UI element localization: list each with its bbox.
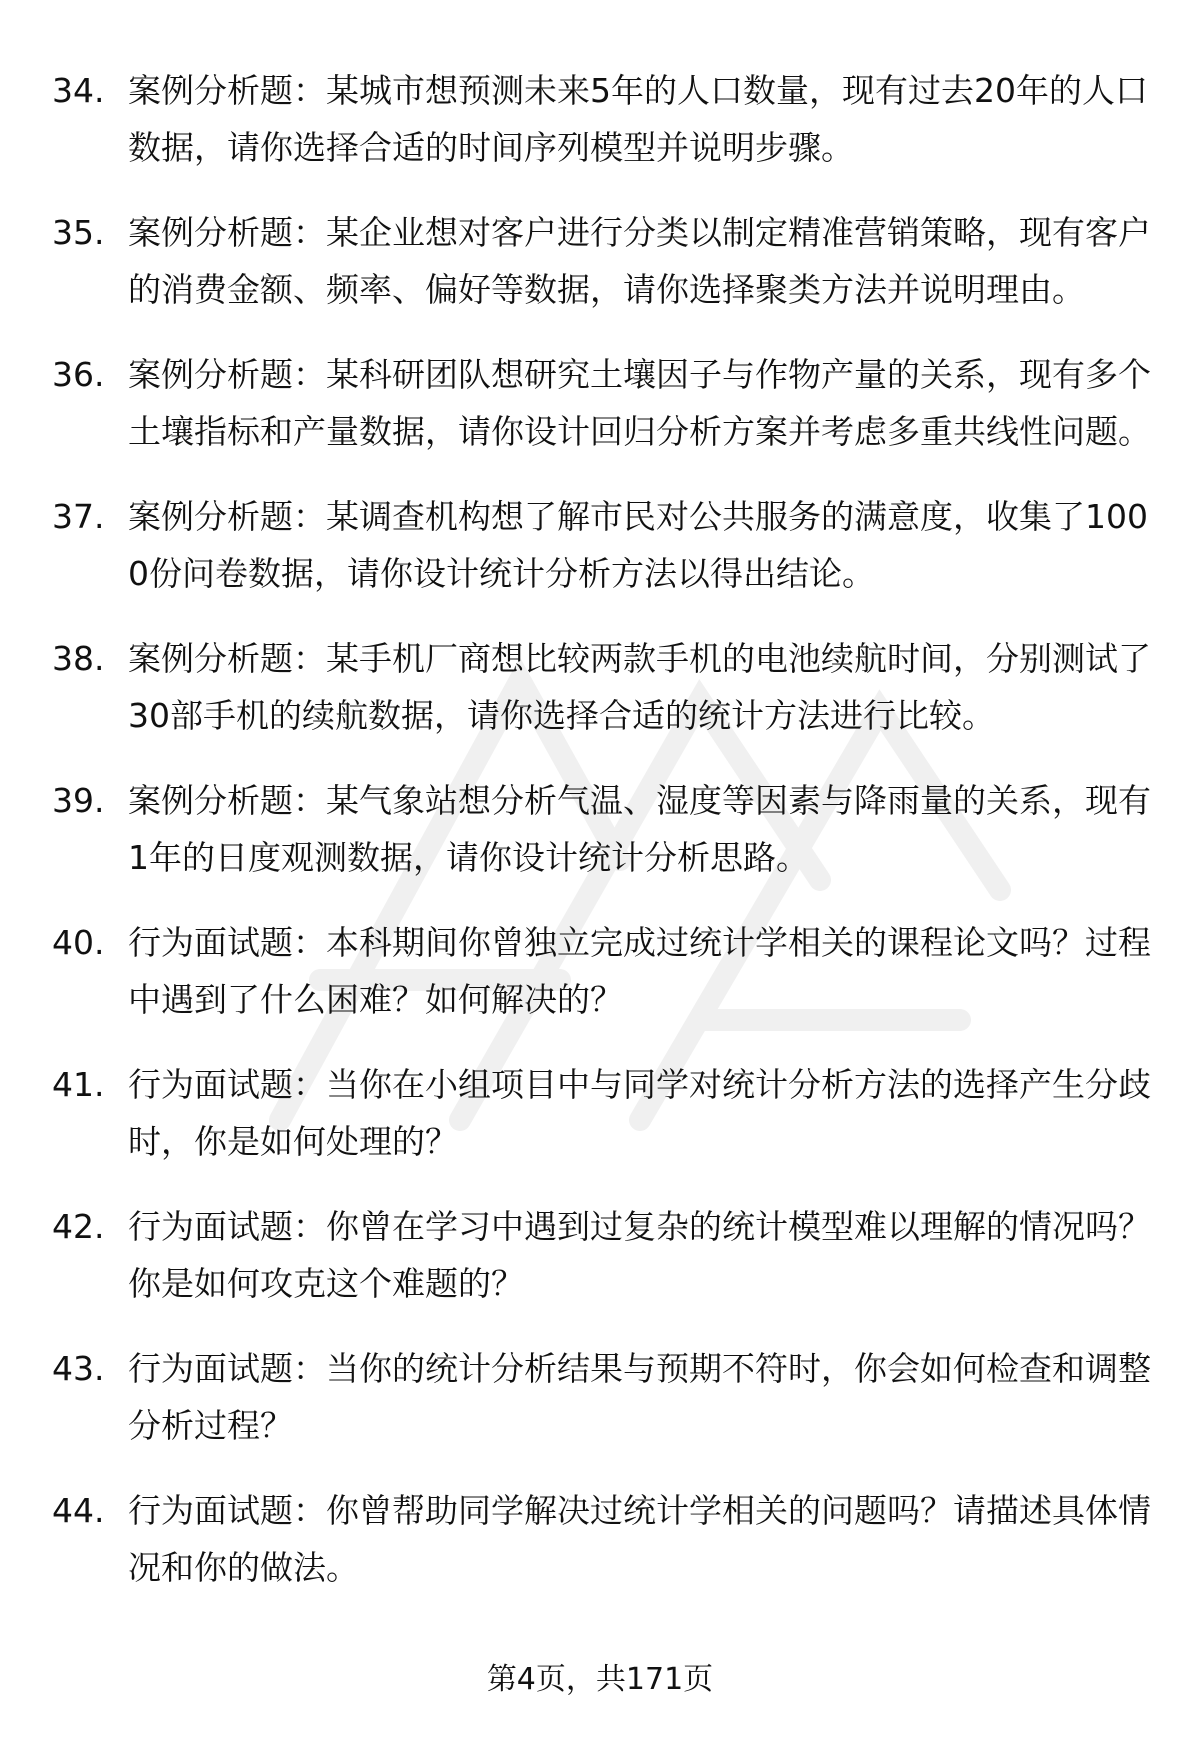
question-item: [52, 1340, 1152, 1454]
question-item: [52, 488, 1152, 602]
question-text: 案例分析题：某手机厂商想比较两款手机的电池续航时间，分别测试了30部手机的续航数据，请你选择合适的统计方法进行比较。: [128, 639, 1151, 735]
question-text: 行为面试题：本科期间你曾独立完成过统计学相关的课程论文吗？过程中遇到了什么困难？如何解决的？: [128, 923, 1151, 1019]
question-number: 37.: [52, 497, 105, 536]
question-number: 43.: [52, 1349, 105, 1388]
question-item: [52, 772, 1152, 886]
question-text: 行为面试题：当你的统计分析结果与预期不符时，你会如何检查和调整分析过程？: [128, 1349, 1151, 1445]
question-item: [52, 630, 1152, 744]
page-footer: 第4页，共171页: [486, 1662, 714, 1697]
question-number: 39.: [52, 781, 105, 820]
question-text: 案例分析题：某企业想对客户进行分类以制定精准营销策略，现有客户的消费金额、频率、偏好等数据，请你选择聚类方法并说明理由。: [128, 213, 1151, 309]
question-text: 案例分析题：某城市想预测未来5年的人口数量，现有过去20年的人口数据，请你选择合适的时间序列模型并说明步骤。: [128, 71, 1148, 167]
question-text: 行为面试题：你曾帮助同学解决过统计学相关的问题吗？请描述具体情况和你的做法。: [128, 1491, 1151, 1587]
question-text: 案例分析题：某调查机构想了解市民对公共服务的满意度，收集了1000份问卷数据，请你设计统计分析方法以得出结论。: [128, 497, 1148, 593]
question-number: 40.: [52, 923, 105, 962]
question-item: [52, 1198, 1152, 1312]
question-text: 案例分析题：某气象站想分析气温、湿度等因素与降雨量的关系，现有1年的日度观测数据，请你设计统计分析思路。: [128, 781, 1151, 877]
question-item: [52, 1056, 1152, 1170]
question-number: 41.: [52, 1065, 105, 1104]
question-item: [52, 1482, 1152, 1596]
question-number: 38.: [52, 639, 105, 678]
question-item: [52, 62, 1152, 176]
question-number: 44.: [52, 1491, 105, 1530]
question-number: 36.: [52, 355, 105, 394]
question-item: [52, 204, 1152, 318]
question-number: 42.: [52, 1207, 105, 1246]
question-list: [52, 62, 1152, 1624]
question-text: 行为面试题：当你在小组项目中与同学对统计分析方法的选择产生分歧时，你是如何处理的？: [128, 1065, 1151, 1161]
question-number: 35.: [52, 213, 105, 252]
question-item: [52, 914, 1152, 1028]
question-text: 行为面试题：你曾在学习中遇到过复杂的统计模型难以理解的情况吗？你是如何攻克这个难题的？: [128, 1207, 1151, 1303]
question-item: [52, 346, 1152, 460]
question-text: 案例分析题：某科研团队想研究土壤因子与作物产量的关系，现有多个土壤指标和产量数据，请你设计回归分析方案并考虑多重共线性问题。: [128, 355, 1151, 451]
question-number: 34.: [52, 71, 105, 110]
